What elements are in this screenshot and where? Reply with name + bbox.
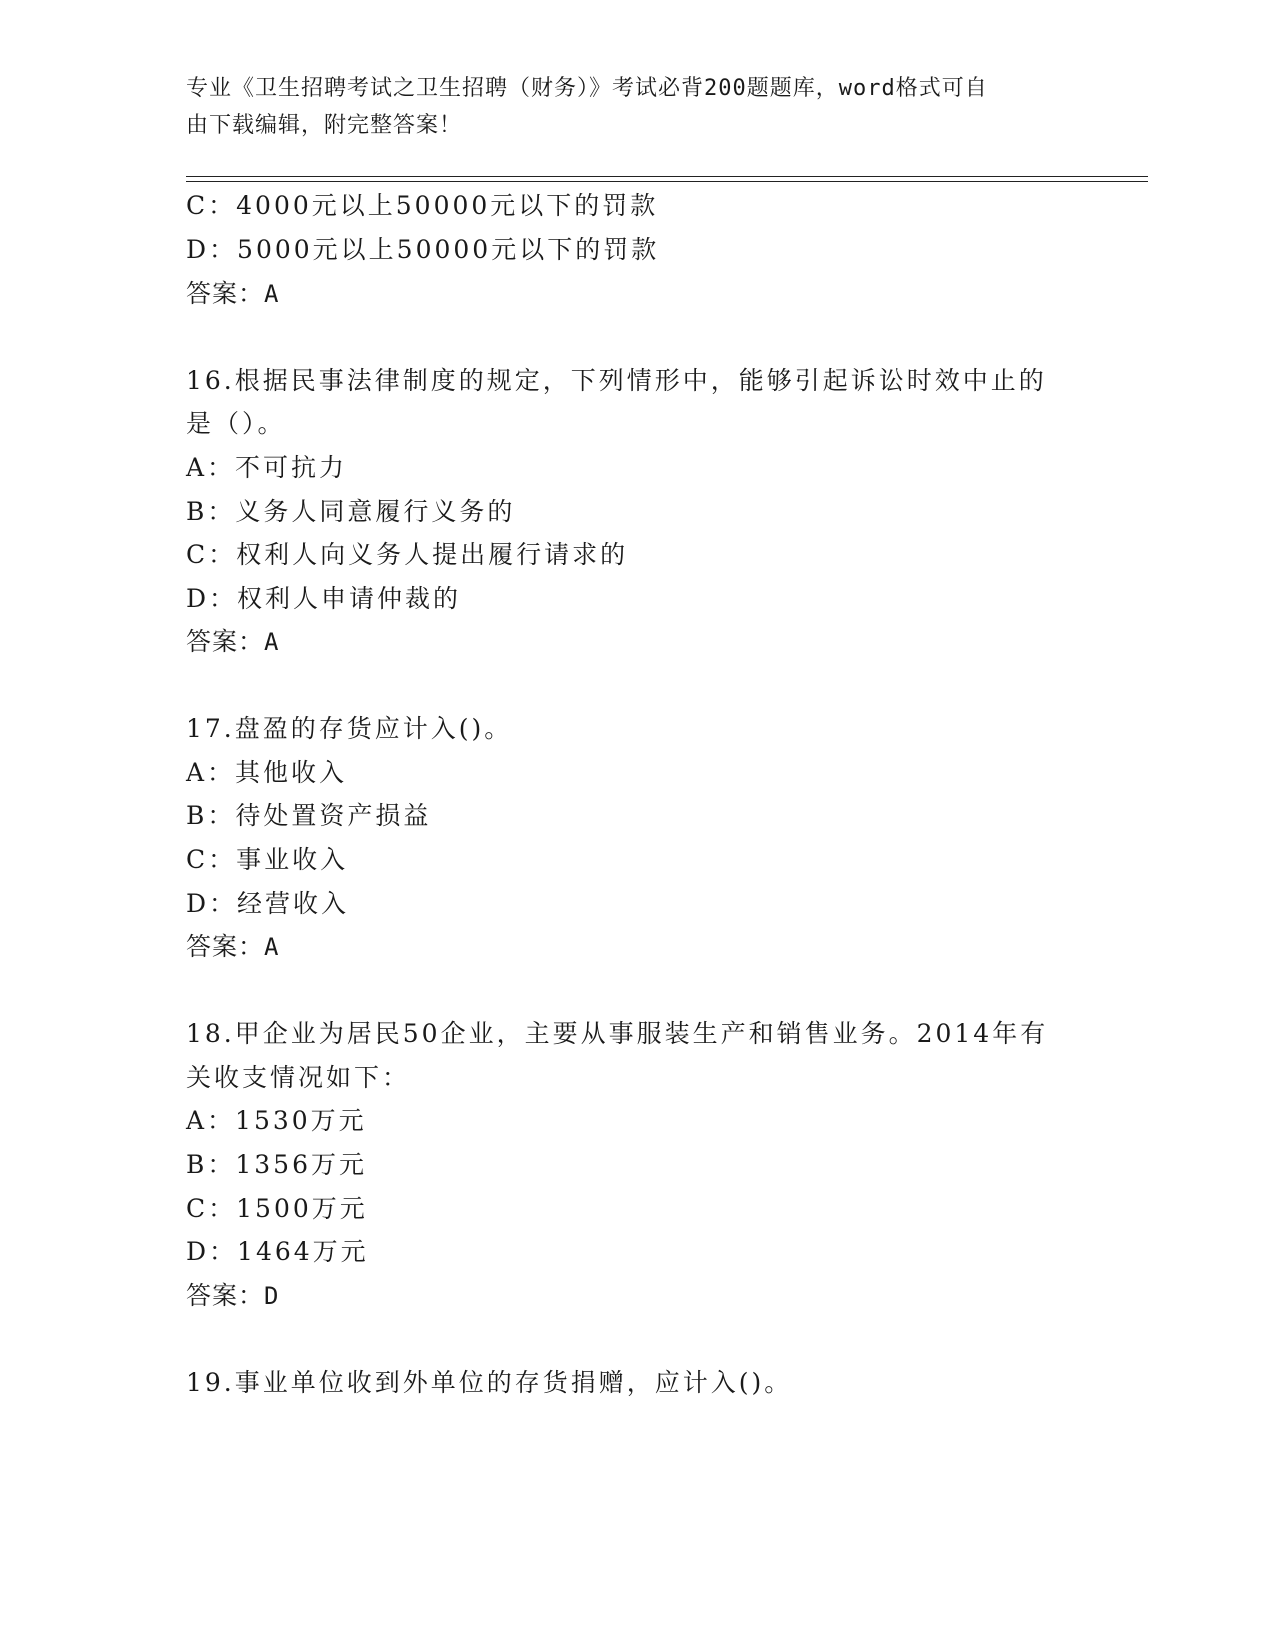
q19-stem-line-1: 19.事业单位收到外单位的存货捐赠，应计入()。 (186, 1368, 793, 1397)
q16-stem-line-1: 16.根据民事法律制度的规定，下列情形中，能够引起诉讼时效中止的 (186, 366, 1047, 395)
q16-stem-line-2: 是（）。 (186, 409, 286, 438)
q17-answer (186, 927, 279, 963)
q17-option-c: C：事业收入 (186, 845, 349, 874)
q15-option-c: C：4000元以上50000元以下的罚款 (186, 191, 659, 220)
answer-value: A (264, 280, 280, 308)
header-line-2: 由下载编辑，附完整答案！ (186, 113, 463, 138)
q18-stem-line-2: 关收支情况如下： (186, 1063, 411, 1092)
q18-option-c: C：1500万元 (186, 1194, 368, 1223)
q18-option-a: A：1530万元 (186, 1106, 367, 1135)
document-header (186, 70, 1066, 144)
answer-label: 答案： (186, 627, 265, 656)
answer-value: A (264, 628, 280, 656)
q16-option-b: B：义务人同意履行义务的 (186, 497, 516, 526)
answer-value: A (264, 933, 280, 961)
q16-answer (186, 622, 279, 658)
header-divider-top (186, 176, 1148, 177)
q15-answer (186, 274, 279, 310)
q17-option-a: A：其他收入 (186, 758, 348, 787)
answer-label: 答案： (186, 932, 265, 961)
q16-option-c: C：权利人向义务人提出履行请求的 (186, 540, 629, 569)
answer-value: D (264, 1282, 280, 1310)
answer-label: 答案： (186, 279, 265, 308)
q17-option-d: D：经营收入 (186, 889, 350, 918)
header-line-1: 专业《卫生招聘考试之卫生招聘（财务）》考试必背200题题库，word格式可自 (186, 76, 988, 101)
q15-option-d: D：5000元以上50000元以下的罚款 (186, 235, 660, 264)
q18-option-b: B：1356万元 (186, 1150, 367, 1179)
header-divider-bottom (186, 181, 1148, 182)
answer-label: 答案： (186, 1281, 265, 1310)
q18-answer (186, 1276, 279, 1312)
q18-option-d: D：1464万元 (186, 1237, 369, 1266)
q17-option-b: B：待处置资产损益 (186, 801, 432, 830)
q16-option-d: D：权利人申请仲裁的 (186, 584, 462, 613)
q18-stem-line-1: 18.甲企业为居民50企业，主要从事服装生产和销售业务。2014年有 (186, 1019, 1049, 1048)
q17-stem-line-1: 17.盘盈的存货应计入()。 (186, 714, 513, 743)
q16-option-a: A：不可抗力 (186, 453, 348, 482)
